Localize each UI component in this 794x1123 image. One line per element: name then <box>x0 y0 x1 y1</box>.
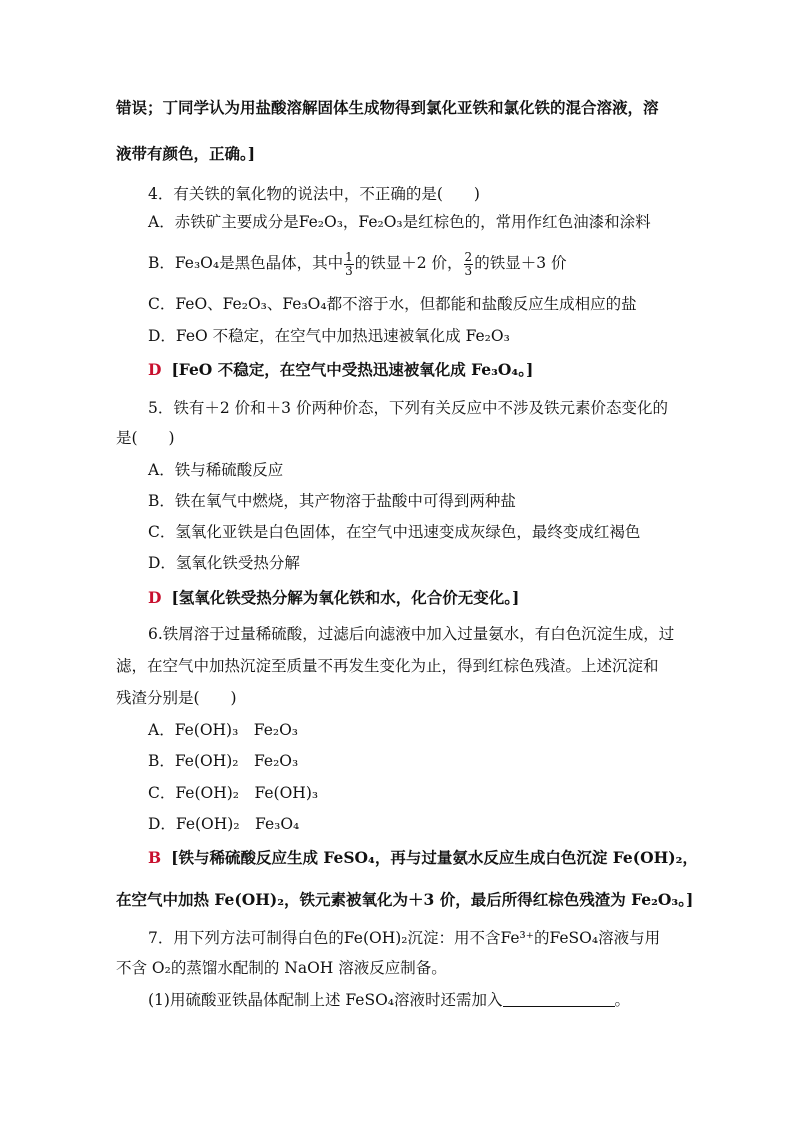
fraction-numerator: 2 <box>464 249 473 264</box>
q6-option-d: D．Fe(OH)₂ Fe₃O₄ <box>148 815 300 833</box>
q5-option-c: C．氢氧化亚铁是白色固体，在空气中迅速变成灰绿色，最终变成红褐色 <box>148 523 641 541</box>
answer-blank[interactable] <box>503 992 615 1007</box>
q6-stem-2: 滤，在空气中加热沉淀至质量不再发生变化为止，得到红棕色残渣。上述沉淀和 <box>116 657 659 675</box>
carry-line-2: 液带有颜色，正确。] <box>116 144 256 163</box>
fraction-denominator: 3 <box>345 263 353 278</box>
carry-line-1: 错误；丁同学认为用盐酸溶解固体生成物得到氯化亚铁和氯化铁的混合溶液，溶 <box>116 98 659 117</box>
q6-answer-line <box>148 848 698 868</box>
q6-explanation-1: [铁与稀硫酸反应生成 FeSO₄，再与过量氨水反应生成白色沉淀 Fe(OH)₂， <box>171 848 698 867</box>
q4-stem: 4．有关铁的氧化物的说法中，不正确的是( ) <box>148 185 480 203</box>
q6-stem-1: 6.铁屑溶于过量稀硫酸，过滤后向滤液中加入过量氨水，有白色沉淀生成，过 <box>148 625 675 643</box>
q6-option-b: B．Fe(OH)₂ Fe₂O₃ <box>148 752 299 770</box>
q7-sub-1 <box>148 990 684 1010</box>
fraction-denominator: 3 <box>464 263 473 278</box>
q4-option-c: C．FeO、Fe₂O₃、Fe₃O₄都不溶于水，但都能和盐酸反应生成相应的盐 <box>148 295 637 313</box>
q5-answer-line <box>148 588 684 608</box>
q4-option-b-post: 的铁显＋3 价 <box>474 254 567 272</box>
q4-option-b <box>148 250 684 278</box>
q4-option-d: D．FeO 不稳定，在空气中加热迅速被氧化成 Fe₂O₃ <box>148 327 510 345</box>
q7-stem-2: 不含 O₂的蒸馏水配制的 NaOH 溶液反应制备。 <box>116 959 447 977</box>
fraction-one-third <box>344 251 354 278</box>
q5-option-d: D．氢氧化铁受热分解 <box>148 554 300 572</box>
q6-option-c: C．Fe(OH)₂ Fe(OH)₃ <box>148 784 319 802</box>
q4-option-a: A．赤铁矿主要成分是Fe₂O₃，Fe₂O₃是红棕色的，常用作红色油漆和涂料 <box>148 213 651 231</box>
q5-answer: D <box>148 588 162 607</box>
q7-sub-1-end: 。 <box>614 991 631 1009</box>
fraction-two-thirds <box>464 251 474 278</box>
q6-option-a: A．Fe(OH)₃ Fe₂O₃ <box>148 721 299 739</box>
q4-option-b-pre: B．Fe₃O₄是黑色晶体，其中 <box>148 254 344 272</box>
q5-explanation: [氢氧化铁受热分解为氧化铁和水，化合价无变化。] <box>171 588 520 607</box>
q5-option-a: A．铁与稀硫酸反应 <box>148 461 284 479</box>
q5-stem-1: 5．铁有＋2 价和＋3 价两种价态，下列有关反应中不涉及铁元素价态变化的 <box>148 399 668 417</box>
q4-answer-line <box>148 360 684 380</box>
q4-explanation: [FeO 不稳定，在空气中受热迅速被氧化成 Fe₃O₄。] <box>171 360 534 379</box>
q5-stem-2: 是( ) <box>116 429 175 447</box>
q7-stem-1: 7．用下列方法可制得白色的Fe(OH)₂沉淀：用不含Fe³⁺的FeSO₄溶液与用 <box>148 929 661 947</box>
fraction-numerator: 1 <box>345 249 353 264</box>
q5-option-b: B．铁在氧气中燃烧，其产物溶于盐酸中可得到两种盐 <box>148 492 516 510</box>
q4-option-b-mid: 的铁显＋2 价， <box>354 254 463 272</box>
q6-answer: B <box>148 848 162 867</box>
q4-answer: D <box>148 360 162 379</box>
q7-sub-1-text: (1)用硫酸亚铁晶体配制上述 FeSO₄溶液时还需加入 <box>148 991 503 1009</box>
q6-explanation-2: 在空气中加热 Fe(OH)₂，铁元素被氧化为＋3 价，最后所得红棕色残渣为 Fe₂O₃。] <box>116 890 694 909</box>
q6-stem-3: 残渣分别是( ) <box>116 689 237 707</box>
